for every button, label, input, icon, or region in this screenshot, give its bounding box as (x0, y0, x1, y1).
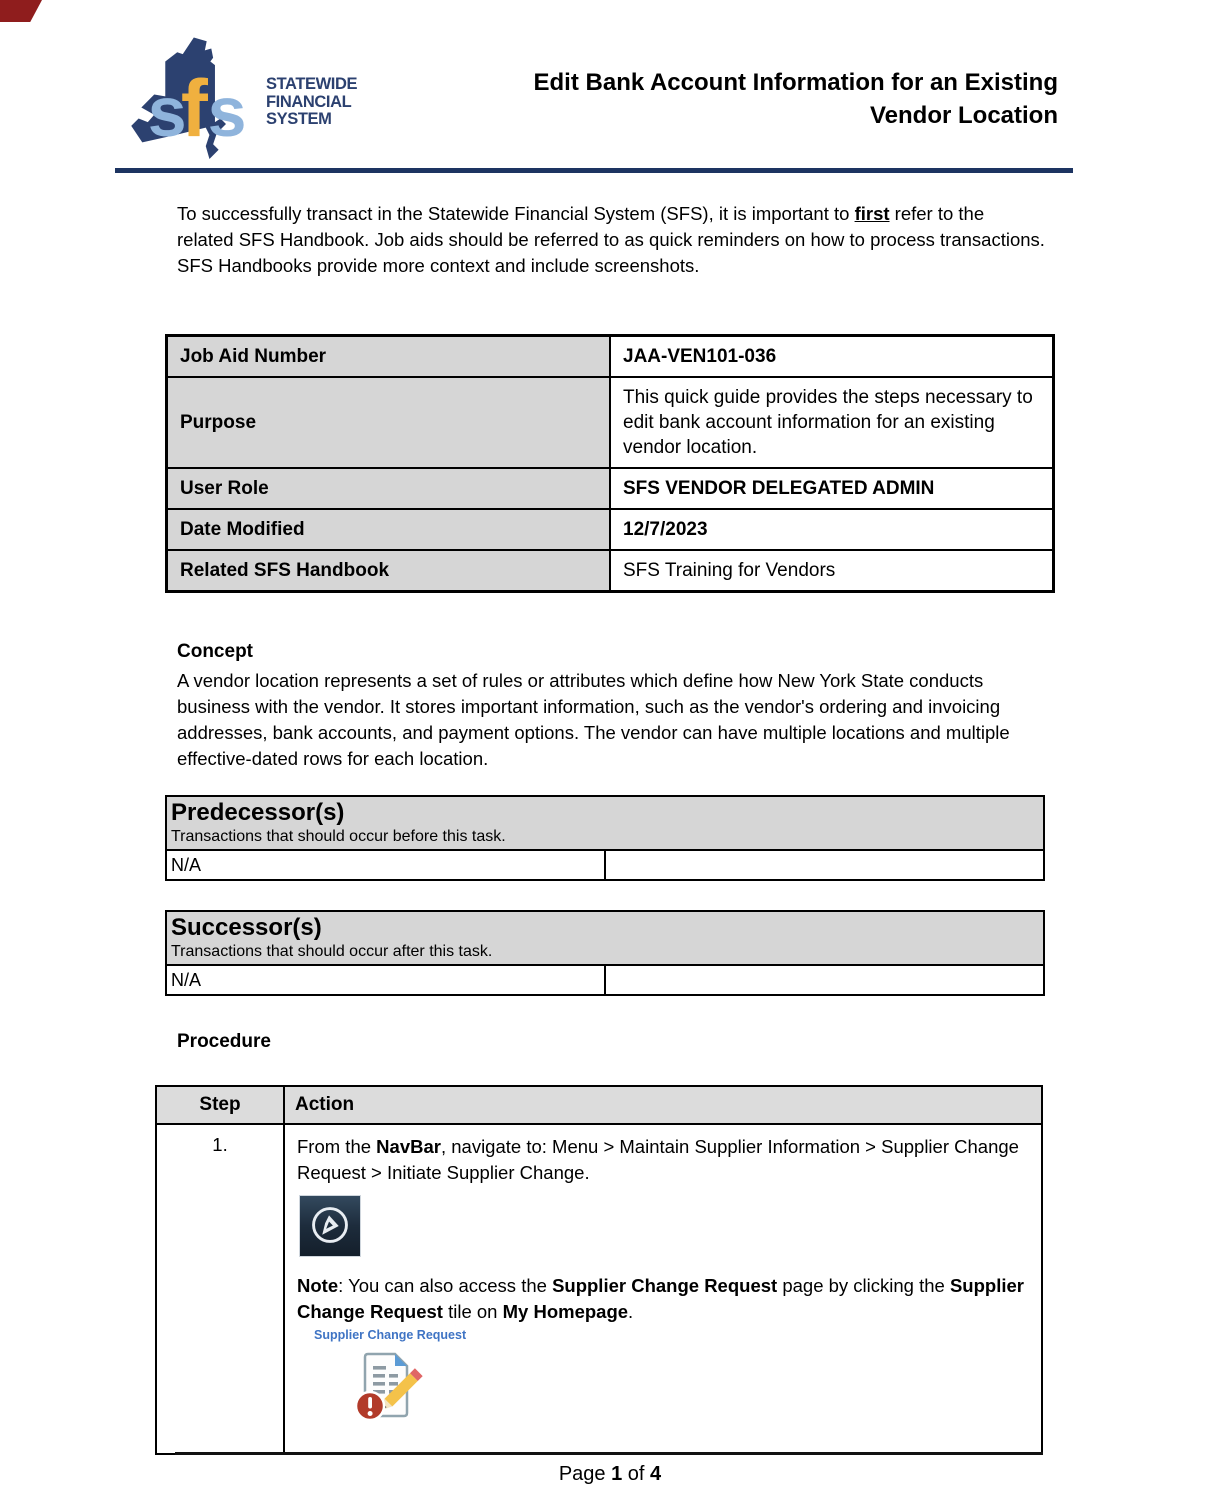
step-action-text (297, 1134, 1031, 1186)
concept-paragraph: A vendor location represents a set of rules or attributes which define how New York State conducts business with the vendor. It stores important information, such as the vendor's ordering and invoicing addresses, bank accounts, and payment options. The vendor can have multiple locations and multiple effective-dated rows for each location. (177, 670, 1010, 769)
logo-org-line: STATEWIDE (266, 75, 358, 93)
note-text: tile on (442, 1301, 503, 1322)
step-number: 1. (156, 1124, 284, 1454)
intro-text: To successfully transact in the Statewide Financial System (SFS), it is important to (177, 203, 855, 224)
note-bold: Supplier Change Request (552, 1275, 778, 1296)
table-header-row (156, 1086, 1042, 1124)
predecessor-subtitle: Transactions that should occur before this task. (171, 828, 506, 845)
footer-page-total: 4 (650, 1463, 662, 1485)
step-action-cell (284, 1124, 1042, 1454)
logo-letter-f: f (180, 63, 208, 154)
successor-subtitle: Transactions that should occur after this task. (171, 943, 493, 960)
document-title-line2: Vendor Location (869, 102, 1058, 129)
job-aid-info-table (165, 334, 1055, 593)
corner-artifact (0, 0, 42, 22)
info-label-purpose: Purpose (167, 377, 611, 468)
info-value-user-role: SFS VENDOR DELEGATED ADMIN (610, 468, 1054, 509)
logo-letter-s2: s (207, 72, 247, 151)
info-value-purpose: This quick guide provides the steps necessary to edit bank account information for an existing vendor location. (610, 377, 1054, 468)
logo-org-line: FINANCIAL (266, 92, 352, 111)
sfs-logo (128, 32, 388, 172)
predecessor-value: N/A (166, 850, 605, 880)
successor-table (165, 910, 1045, 996)
predecessor-header (166, 796, 1044, 850)
footer-divider (175, 1452, 1043, 1455)
step-column-header: Step (156, 1086, 284, 1124)
table-row (166, 796, 1044, 850)
table-row (167, 468, 1054, 509)
intro-text: refer to the related SFS Handbook. Job aids should be referred to as quick reminders on how to process transactions. SFS Handbooks provide more context and include screenshots. (177, 203, 1045, 276)
footer-text: Page (558, 1463, 612, 1485)
action-text: , navigate to: Menu > Maintain Supplier Information > Supplier Change Request > Initiate Supplier Change. (297, 1136, 1019, 1183)
table-row (167, 509, 1054, 550)
note-label: Note (297, 1275, 339, 1296)
logo-org-line: SYSTEM (266, 110, 332, 128)
info-value-job-aid-number: JAA-VEN101-036 (610, 336, 1054, 378)
successor-header (166, 911, 1044, 965)
info-label-related-handbook: Related SFS Handbook (167, 550, 611, 592)
concept-heading: Concept (177, 641, 253, 662)
note-bold: Supplier Change Request (297, 1275, 1024, 1322)
footer-text: of (622, 1463, 651, 1485)
info-label-user-role: User Role (167, 468, 611, 509)
info-value-related-handbook: SFS Training for Vendors (610, 550, 1054, 592)
action-text: From the (297, 1136, 377, 1157)
predecessor-table (165, 795, 1045, 881)
header-divider (115, 168, 1073, 173)
table-row (167, 377, 1054, 468)
ny-state-sfs-logo-icon (128, 32, 278, 170)
action-column-header: Action (284, 1086, 1042, 1124)
footer-page-number: 1 (611, 1463, 623, 1485)
note-text: . (628, 1301, 634, 1322)
page-number-footer (0, 1463, 1220, 1486)
intro-emphasis: first (854, 203, 890, 224)
procedure-steps-table (155, 1085, 1043, 1455)
info-value-date-modified: 12/7/2023 (610, 509, 1054, 550)
table-row (166, 911, 1044, 965)
note-text: page by clicking the (777, 1275, 950, 1296)
table-row (156, 1124, 1042, 1454)
table-row (167, 336, 1054, 378)
document-title-line1: Edit Bank Account Information for an Existing (533, 69, 1058, 96)
note-text: : You can also access the (338, 1275, 553, 1296)
note-bold: My Homepage (502, 1301, 629, 1322)
supplier-change-request-tile-icon[interactable] (349, 1350, 427, 1438)
info-label-date-modified: Date Modified (167, 509, 611, 550)
logo-letter-s1: s (147, 72, 187, 151)
logo-org-name (266, 76, 357, 129)
successor-title: Successor(s) (171, 914, 322, 941)
successor-value: N/A (166, 965, 605, 995)
info-label-job-aid-number: Job Aid Number (167, 336, 611, 378)
action-bold: NavBar (376, 1136, 441, 1157)
supplier-change-request-tile-label[interactable]: Supplier Change Request (314, 1328, 467, 1342)
table-row (166, 850, 1044, 880)
predecessor-empty-cell (605, 850, 1044, 880)
table-row (166, 965, 1044, 995)
navbar-compass-icon[interactable] (299, 1195, 361, 1257)
successor-empty-cell (605, 965, 1044, 995)
document-title (358, 66, 1058, 132)
predecessor-title: Predecessor(s) (171, 799, 345, 826)
table-row (167, 550, 1054, 592)
step-note-text (297, 1273, 1031, 1325)
procedure-heading: Procedure (177, 1031, 271, 1052)
intro-paragraph (177, 201, 1045, 279)
